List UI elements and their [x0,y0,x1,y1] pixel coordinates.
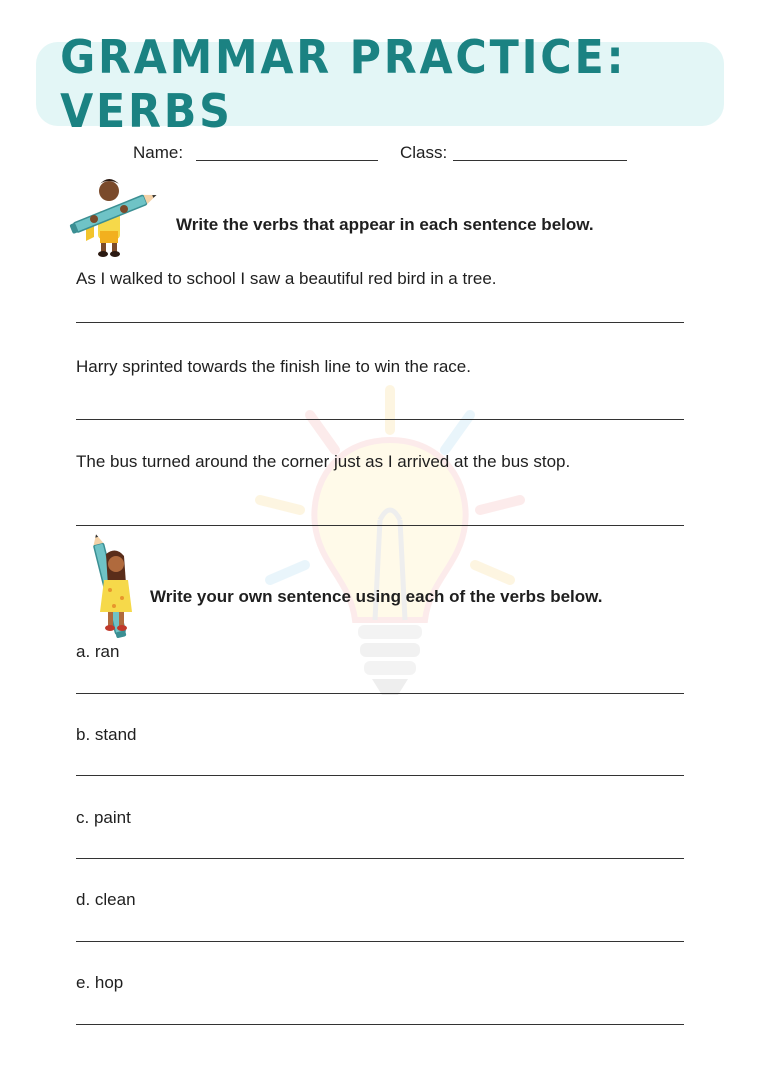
sentence-3: The bus turned around the corner just as I arrived at the bus stop. [76,452,571,471]
answer-line-1[interactable] [76,322,684,323]
verb-prompt-stand: b. stand [76,725,137,744]
verb-prompt-clean: d. clean [76,890,136,909]
page-title: GRAMMAR PRACTICE: VERBS [60,30,627,138]
verb-prompt-paint: c. paint [76,808,131,827]
answer-line-stand[interactable] [76,775,684,776]
class-blank[interactable] [453,160,627,161]
title-banner [36,30,724,138]
sentence-2: Harry sprinted towards the finish line to win the race. [76,357,471,376]
answer-line-hop[interactable] [76,1024,684,1025]
sentence-1: As I walked to school I saw a beautiful red bird in a tree. [76,269,497,288]
verb-prompt-ran: a. ran [76,642,120,661]
boy-with-pencil-icon [64,175,162,257]
answer-line-ran[interactable] [76,693,684,694]
lightbulb-watermark-icon [240,370,540,710]
verb-prompt-hop: e. hop [76,973,124,992]
answer-line-3[interactable] [76,525,684,526]
name-label: Name: [133,143,184,162]
answer-line-2[interactable] [76,419,684,420]
answer-line-clean[interactable] [76,941,684,942]
girl-with-pencil-icon [84,532,140,640]
instruction-identify-verbs: Write the verbs that appear in each sentence below. [176,215,594,234]
answer-line-paint[interactable] [76,858,684,859]
instruction-write-sentences: Write your own sentence using each of the verbs below. [150,587,603,606]
class-label: Class: [400,143,448,162]
name-blank[interactable] [196,160,378,161]
